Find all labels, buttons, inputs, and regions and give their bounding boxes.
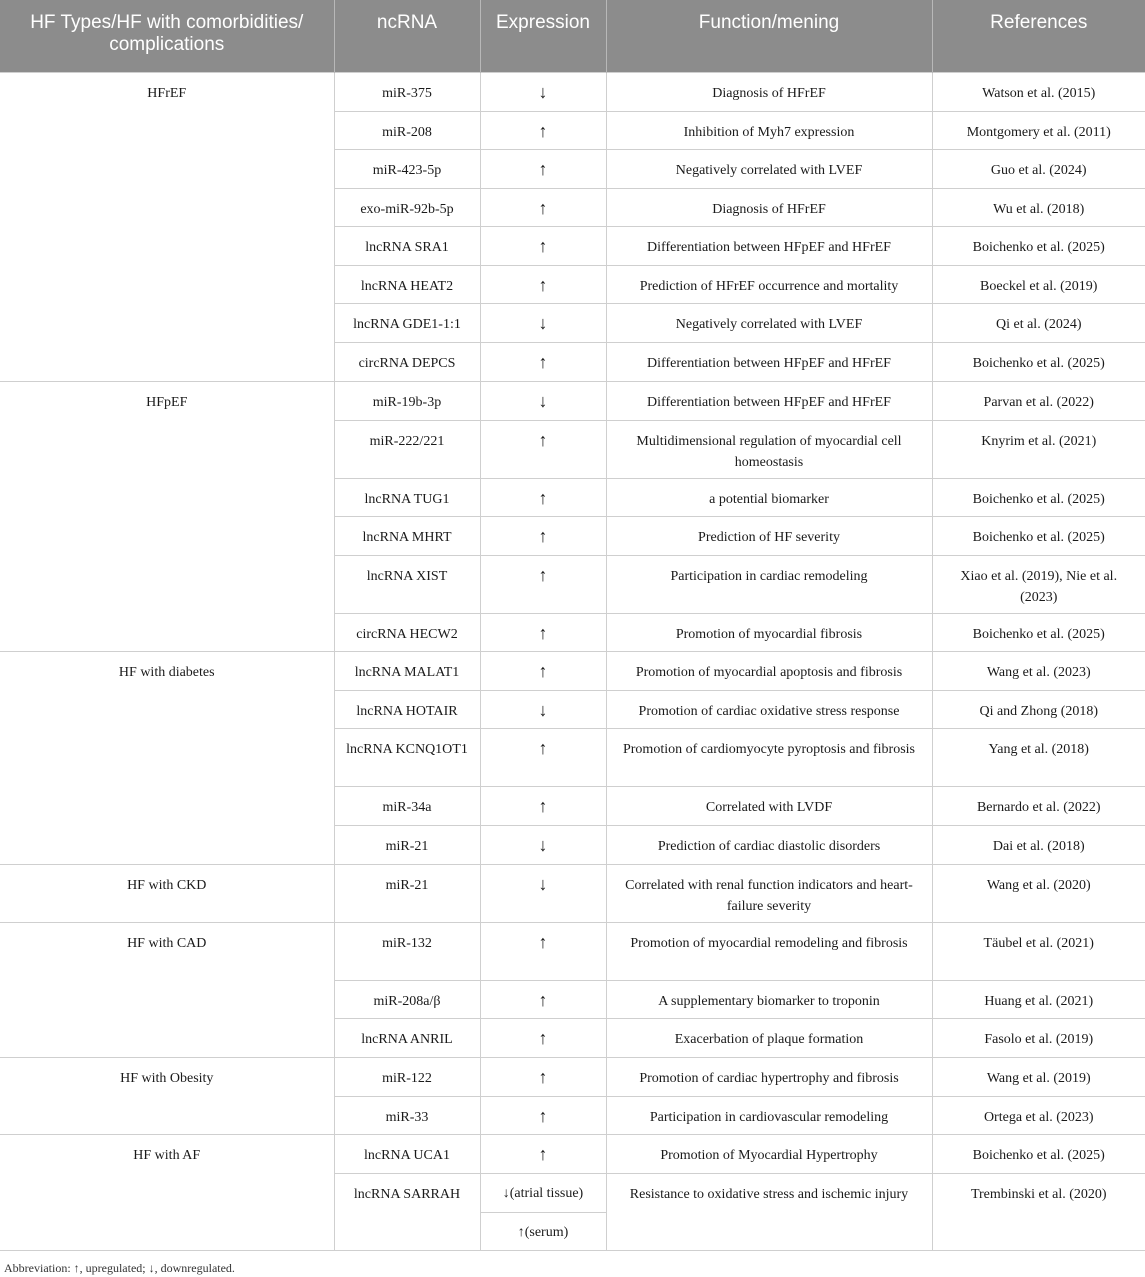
expression-cell: ↓ (480, 303, 606, 342)
function-cell: Resistance to oxidative stress and ischemic injury (606, 1173, 932, 1250)
table-row (0, 864, 1145, 922)
expression-cell: ↓ (480, 381, 606, 420)
function-cell: Promotion of myocardial remodeling and fibrosis (606, 922, 932, 980)
function-cell: Multidimensional regulation of myocardial cell homeostasis (606, 420, 932, 478)
reference-cell: Fasolo et al. (2019) (932, 1018, 1145, 1057)
ncrna-cell: miR-132 (334, 922, 480, 980)
header-function: Function/mening (606, 0, 932, 72)
function-cell: Negatively correlated with LVEF (606, 303, 932, 342)
ncrna-cell: miR-33 (334, 1096, 480, 1134)
expression-cell: ↑ (480, 188, 606, 226)
expression-cell: ↑ (480, 922, 606, 980)
header-ncrna: ncRNA (334, 0, 480, 72)
table-row (0, 922, 1145, 980)
expression-cell: ↑ (480, 555, 606, 613)
expression-cell: ↑ (480, 1096, 606, 1134)
reference-cell: Dai et al. (2018) (932, 825, 1145, 864)
reference-cell: Boichenko et al. (2025) (932, 342, 1145, 381)
ncrna-cell: lncRNA HEAT2 (334, 265, 480, 303)
ncrna-cell: lncRNA HOTAIR (334, 690, 480, 728)
expression-cell: ↑ (480, 786, 606, 825)
reference-cell: Qi and Zhong (2018) (932, 690, 1145, 728)
ncrna-cell: lncRNA SRA1 (334, 226, 480, 265)
function-cell: Negatively correlated with LVEF (606, 149, 932, 188)
hf-type-cell: HF with CKD (0, 864, 334, 922)
ncrna-cell: miR-208a/β (334, 980, 480, 1018)
function-cell: Promotion of cardiomyocyte pyroptosis and fibrosis (606, 728, 932, 786)
ncrna-cell: lncRNA SARRAH (334, 1173, 480, 1250)
function-cell: Participation in cardiac remodeling (606, 555, 932, 613)
table-body (0, 72, 1145, 1250)
reference-cell: Trembinski et al. (2020) (932, 1173, 1145, 1250)
expression-cell: ↑ (480, 226, 606, 265)
reference-cell: Boichenko et al. (2025) (932, 516, 1145, 555)
function-cell: A supplementary biomarker to troponin (606, 980, 932, 1018)
function-cell: Differentiation between HFpEF and HFrEF (606, 226, 932, 265)
function-cell: Promotion of myocardial apoptosis and fibrosis (606, 651, 932, 690)
ncrna-cell: miR-375 (334, 72, 480, 111)
hf-type-cell: HFpEF (0, 381, 334, 651)
function-cell: Correlated with LVDF (606, 786, 932, 825)
function-cell: Correlated with renal function indicators and heart-failure severity (606, 864, 932, 922)
header-expression: Expression (480, 0, 606, 72)
function-cell: Exacerbation of plaque formation (606, 1018, 932, 1057)
reference-cell: Wang et al. (2023) (932, 651, 1145, 690)
ncrna-cell: lncRNA TUG1 (334, 478, 480, 516)
hf-type-cell: HF with diabetes (0, 651, 334, 864)
reference-cell: Montgomery et al. (2011) (932, 111, 1145, 149)
expression-cell: ↑ (480, 1134, 606, 1173)
reference-cell: Guo et al. (2024) (932, 149, 1145, 188)
function-cell: Promotion of myocardial fibrosis (606, 613, 932, 651)
expression-cell: ↑ (480, 265, 606, 303)
table-row (0, 381, 1145, 420)
ncrna-cell: miR-21 (334, 864, 480, 922)
reference-cell: Bernardo et al. (2022) (932, 786, 1145, 825)
ncrna-cell: lncRNA GDE1-1:1 (334, 303, 480, 342)
hf-type-cell: HF with AF (0, 1134, 334, 1250)
reference-cell: Wu et al. (2018) (932, 188, 1145, 226)
ncrna-cell: circRNA DEPCS (334, 342, 480, 381)
ncrna-cell: miR-19b-3p (334, 381, 480, 420)
expression-cell: ↑ (480, 516, 606, 555)
reference-cell: Qi et al. (2024) (932, 303, 1145, 342)
ncrna-cell: lncRNA ANRIL (334, 1018, 480, 1057)
function-cell: Diagnosis of HFrEF (606, 188, 932, 226)
ncrna-cell: miR-423-5p (334, 149, 480, 188)
reference-cell: Xiao et al. (2019), Nie et al. (2023) (932, 555, 1145, 613)
reference-cell: Wang et al. (2020) (932, 864, 1145, 922)
reference-cell: Parvan et al. (2022) (932, 381, 1145, 420)
hf-type-cell: HF with CAD (0, 922, 334, 1057)
function-cell: Differentiation between HFpEF and HFrEF (606, 381, 932, 420)
function-cell: Promotion of Myocardial Hypertrophy (606, 1134, 932, 1173)
reference-cell: Knyrim et al. (2021) (932, 420, 1145, 478)
header-hf-types: HF Types/HF with comorbidities/ complications (0, 0, 334, 72)
reference-cell: Täubel et al. (2021) (932, 922, 1145, 980)
table-row (0, 72, 1145, 111)
ncrna-cell: miR-21 (334, 825, 480, 864)
function-cell: Promotion of cardiac oxidative stress response (606, 690, 932, 728)
expression-cell: ↑ (480, 1057, 606, 1096)
reference-cell: Huang et al. (2021) (932, 980, 1145, 1018)
ncrna-cell: miR-222/221 (334, 420, 480, 478)
expression-cell: ↑ (480, 342, 606, 381)
expression-cell: ↑ (480, 420, 606, 478)
reference-cell: Boichenko et al. (2025) (932, 1134, 1145, 1173)
expression-cell: ↑ (480, 1018, 606, 1057)
header-references: References (932, 0, 1145, 72)
table-header-row (0, 0, 1145, 72)
expression-cell: ↑ (480, 613, 606, 651)
reference-cell: Boichenko et al. (2025) (932, 613, 1145, 651)
function-cell: Diagnosis of HFrEF (606, 72, 932, 111)
function-cell: a potential biomarker (606, 478, 932, 516)
function-cell: Prediction of cardiac diastolic disorders (606, 825, 932, 864)
reference-cell: Watson et al. (2015) (932, 72, 1145, 111)
reference-cell: Ortega et al. (2023) (932, 1096, 1145, 1134)
ncrna-cell: miR-122 (334, 1057, 480, 1096)
expression-cell: ↑ (480, 149, 606, 188)
expression-cell: ↓ (480, 72, 606, 111)
hf-type-cell: HFrEF (0, 72, 334, 381)
function-cell: Promotion of cardiac hypertrophy and fibrosis (606, 1057, 932, 1096)
reference-cell: Boeckel et al. (2019) (932, 265, 1145, 303)
expression-cell: ↑ (480, 980, 606, 1018)
expression-cell: ↑ (480, 478, 606, 516)
expression-cell: ↓ (480, 864, 606, 922)
function-cell: Participation in cardiovascular remodeling (606, 1096, 932, 1134)
reference-cell: Boichenko et al. (2025) (932, 226, 1145, 265)
ncrna-cell: lncRNA XIST (334, 555, 480, 613)
function-cell: Differentiation between HFpEF and HFrEF (606, 342, 932, 381)
reference-cell: Yang et al. (2018) (932, 728, 1145, 786)
expression-cell: ↑ (480, 728, 606, 786)
function-cell: Prediction of HF severity (606, 516, 932, 555)
expression-cell: ↑(serum) (480, 1212, 606, 1250)
table-row (0, 1057, 1145, 1096)
ncrna-cell: lncRNA MHRT (334, 516, 480, 555)
ncrna-cell: lncRNA UCA1 (334, 1134, 480, 1173)
function-cell: Inhibition of Myh7 expression (606, 111, 932, 149)
ncrna-cell: lncRNA MALAT1 (334, 651, 480, 690)
ncrna-cell: lncRNA KCNQ1OT1 (334, 728, 480, 786)
ncrna-cell: exo-miR-92b-5p (334, 188, 480, 226)
table-row (0, 1134, 1145, 1173)
expression-cell: ↑ (480, 111, 606, 149)
expression-cell: ↓ (480, 825, 606, 864)
table-row (0, 651, 1145, 690)
ncrna-cell: miR-208 (334, 111, 480, 149)
expression-cell: ↓(atrial tissue) (480, 1173, 606, 1212)
expression-cell: ↓ (480, 690, 606, 728)
ncrna-cell: circRNA HECW2 (334, 613, 480, 651)
reference-cell: Boichenko et al. (2025) (932, 478, 1145, 516)
hf-type-cell: HF with Obesity (0, 1057, 334, 1134)
table-footnote: Abbreviation: ↑, upregulated; ↓, downregulated. (4, 1261, 235, 1275)
function-cell: Prediction of HFrEF occurrence and mortality (606, 265, 932, 303)
reference-cell: Wang et al. (2019) (932, 1057, 1145, 1096)
expression-cell: ↑ (480, 651, 606, 690)
ncrna-cell: miR-34a (334, 786, 480, 825)
